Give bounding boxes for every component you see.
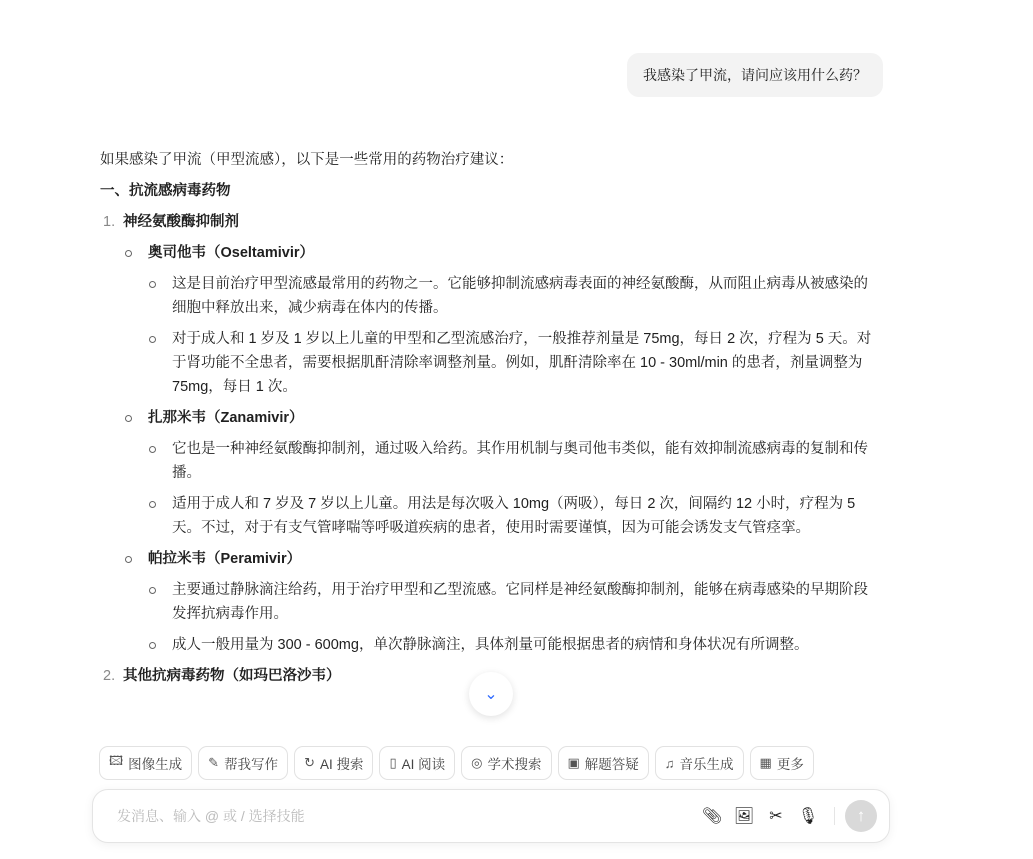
chip-label: 解题答疑 bbox=[584, 757, 639, 772]
drug-item bbox=[100, 241, 882, 265]
arrow-up-icon: ↑ bbox=[856, 806, 866, 825]
graduation-icon: ◎ bbox=[471, 755, 483, 770]
chip-academic-search[interactable] bbox=[461, 746, 551, 780]
bullet-icon bbox=[146, 633, 172, 657]
divider bbox=[834, 807, 835, 825]
chip-writing[interactable] bbox=[198, 746, 288, 780]
microphone-icon[interactable]: 🎙︎ bbox=[797, 808, 819, 825]
assistant-answer bbox=[100, 148, 882, 744]
grid-icon: ▦ bbox=[759, 755, 772, 770]
skill-chips bbox=[99, 746, 814, 780]
message-composer bbox=[92, 789, 890, 843]
chip-ai-search[interactable] bbox=[294, 746, 373, 780]
list-number: 1. bbox=[103, 214, 116, 230]
list-item bbox=[100, 327, 882, 399]
chip-label: 更多 bbox=[776, 757, 804, 772]
drug-item bbox=[100, 406, 882, 430]
list-item bbox=[100, 210, 882, 234]
drug-name: 帕拉米韦（Peramivir） bbox=[148, 551, 302, 567]
list-text: 主要通过静脉滴注给药，用于治疗甲型和乙型流感。它同样是神经氨酸酶抑制剂，能够在病毒感染的早期阶段发挥抗病毒作用。 bbox=[172, 582, 868, 622]
question-icon: ▣ bbox=[567, 755, 580, 770]
chevron-down-icon: ⌄ bbox=[484, 686, 498, 703]
bullet-icon bbox=[122, 241, 148, 265]
drug-item bbox=[100, 547, 882, 571]
user-message-bubble: 我感染了甲流，请问应该用什么药？ bbox=[627, 53, 883, 97]
chip-label: 帮我写作 bbox=[224, 757, 279, 772]
list-text: 成人一般用量为 300 - 600mg，单次静脉滴注，具体剂量可能根据患者的病情和身体状况有所调整。 bbox=[172, 637, 809, 653]
scissors-icon[interactable]: ✂ bbox=[769, 808, 783, 825]
list-item-title: 其他抗病毒药物（如玛巴洛沙韦） bbox=[123, 668, 341, 684]
list-text: 这是目前治疗甲型流感最常用的药物之一。它能够抑制流感病毒表面的神经氨酸酶，从而阻止病毒从被感染的细胞中释放出来，减少病毒在体内的传播。 bbox=[172, 276, 868, 316]
chip-label: AI 搜索 bbox=[319, 757, 364, 772]
content-fade bbox=[0, 720, 1033, 746]
bullet-icon bbox=[122, 406, 148, 430]
chip-label: 图像生成 bbox=[128, 757, 183, 772]
list-number: 2. bbox=[103, 668, 116, 684]
list-item bbox=[100, 272, 882, 320]
image-icon: 🖾 bbox=[109, 753, 124, 768]
chip-ai-read[interactable] bbox=[379, 746, 455, 780]
image-upload-icon[interactable]: 🖼︎ bbox=[733, 808, 755, 825]
bullet-icon bbox=[122, 547, 148, 571]
scroll-to-bottom-button[interactable] bbox=[469, 672, 513, 716]
chip-label: 音乐生成 bbox=[679, 757, 734, 772]
chip-label: 学术搜索 bbox=[487, 757, 542, 772]
bullet-icon bbox=[146, 327, 172, 399]
list-text: 对于成人和 1 岁及 1 岁以上儿童的甲型和乙型流感治疗，一般推荐剂量是 75mg，每日 2 次，疗程为 5 天。对于肾功能不全患者，需要根据肌酐清除率调整剂量。例如，肌酐清除率在 10 - 30ml/min 的患者，剂量调整为 75mg，每日 1 次。 bbox=[172, 331, 872, 395]
drug-name: 奥司他韦（Oseltamivir） bbox=[148, 245, 314, 261]
list-item bbox=[100, 633, 882, 657]
section-heading: 一、抗流感病毒药物 bbox=[100, 183, 231, 199]
send-button[interactable] bbox=[845, 800, 877, 832]
chip-image-generation[interactable] bbox=[99, 746, 192, 780]
paperclip-icon[interactable]: 📎︎ bbox=[701, 808, 723, 825]
message-input[interactable] bbox=[117, 808, 696, 824]
bullet-icon bbox=[146, 437, 172, 485]
chip-more[interactable] bbox=[750, 746, 814, 780]
list-text: 适用于成人和 7 岁及 7 岁以上儿童。用法是每次吸入 10mg（两吸），每日 2 次，间隔约 12 小时，疗程为 5 天。不过，对于有支气管哮喘等呼吸道疾病的患者，使用时需要谨慎，因为可能会诱发支气管痉挛。 bbox=[172, 496, 856, 536]
list-item bbox=[100, 578, 882, 626]
bullet-icon bbox=[146, 492, 172, 540]
list-item bbox=[100, 492, 882, 540]
magic-pen-icon: ✎ bbox=[208, 755, 220, 770]
list-item-title: 神经氨酸酶抑制剂 bbox=[123, 214, 239, 230]
book-icon: ▯ bbox=[389, 755, 397, 770]
drug-name: 扎那米韦（Zanamivir） bbox=[148, 410, 304, 426]
list-item bbox=[100, 437, 882, 485]
music-icon: ♫ bbox=[664, 755, 675, 771]
chip-label: AI 阅读 bbox=[401, 757, 446, 772]
answer-intro: 如果感染了甲流（甲型流感），以下是一些常用的药物治疗建议： bbox=[100, 152, 514, 168]
bullet-icon bbox=[146, 578, 172, 626]
bullet-icon bbox=[146, 272, 172, 320]
list-text: 它也是一种神经氨酸酶抑制剂，通过吸入给药。其作用机制与奥司他韦类似，能有效抑制流感病毒的复制和传播。 bbox=[172, 441, 868, 481]
chip-problem-solving[interactable] bbox=[558, 746, 649, 780]
search-icon: ↻ bbox=[304, 755, 315, 770]
chip-music-generation[interactable] bbox=[655, 746, 744, 780]
